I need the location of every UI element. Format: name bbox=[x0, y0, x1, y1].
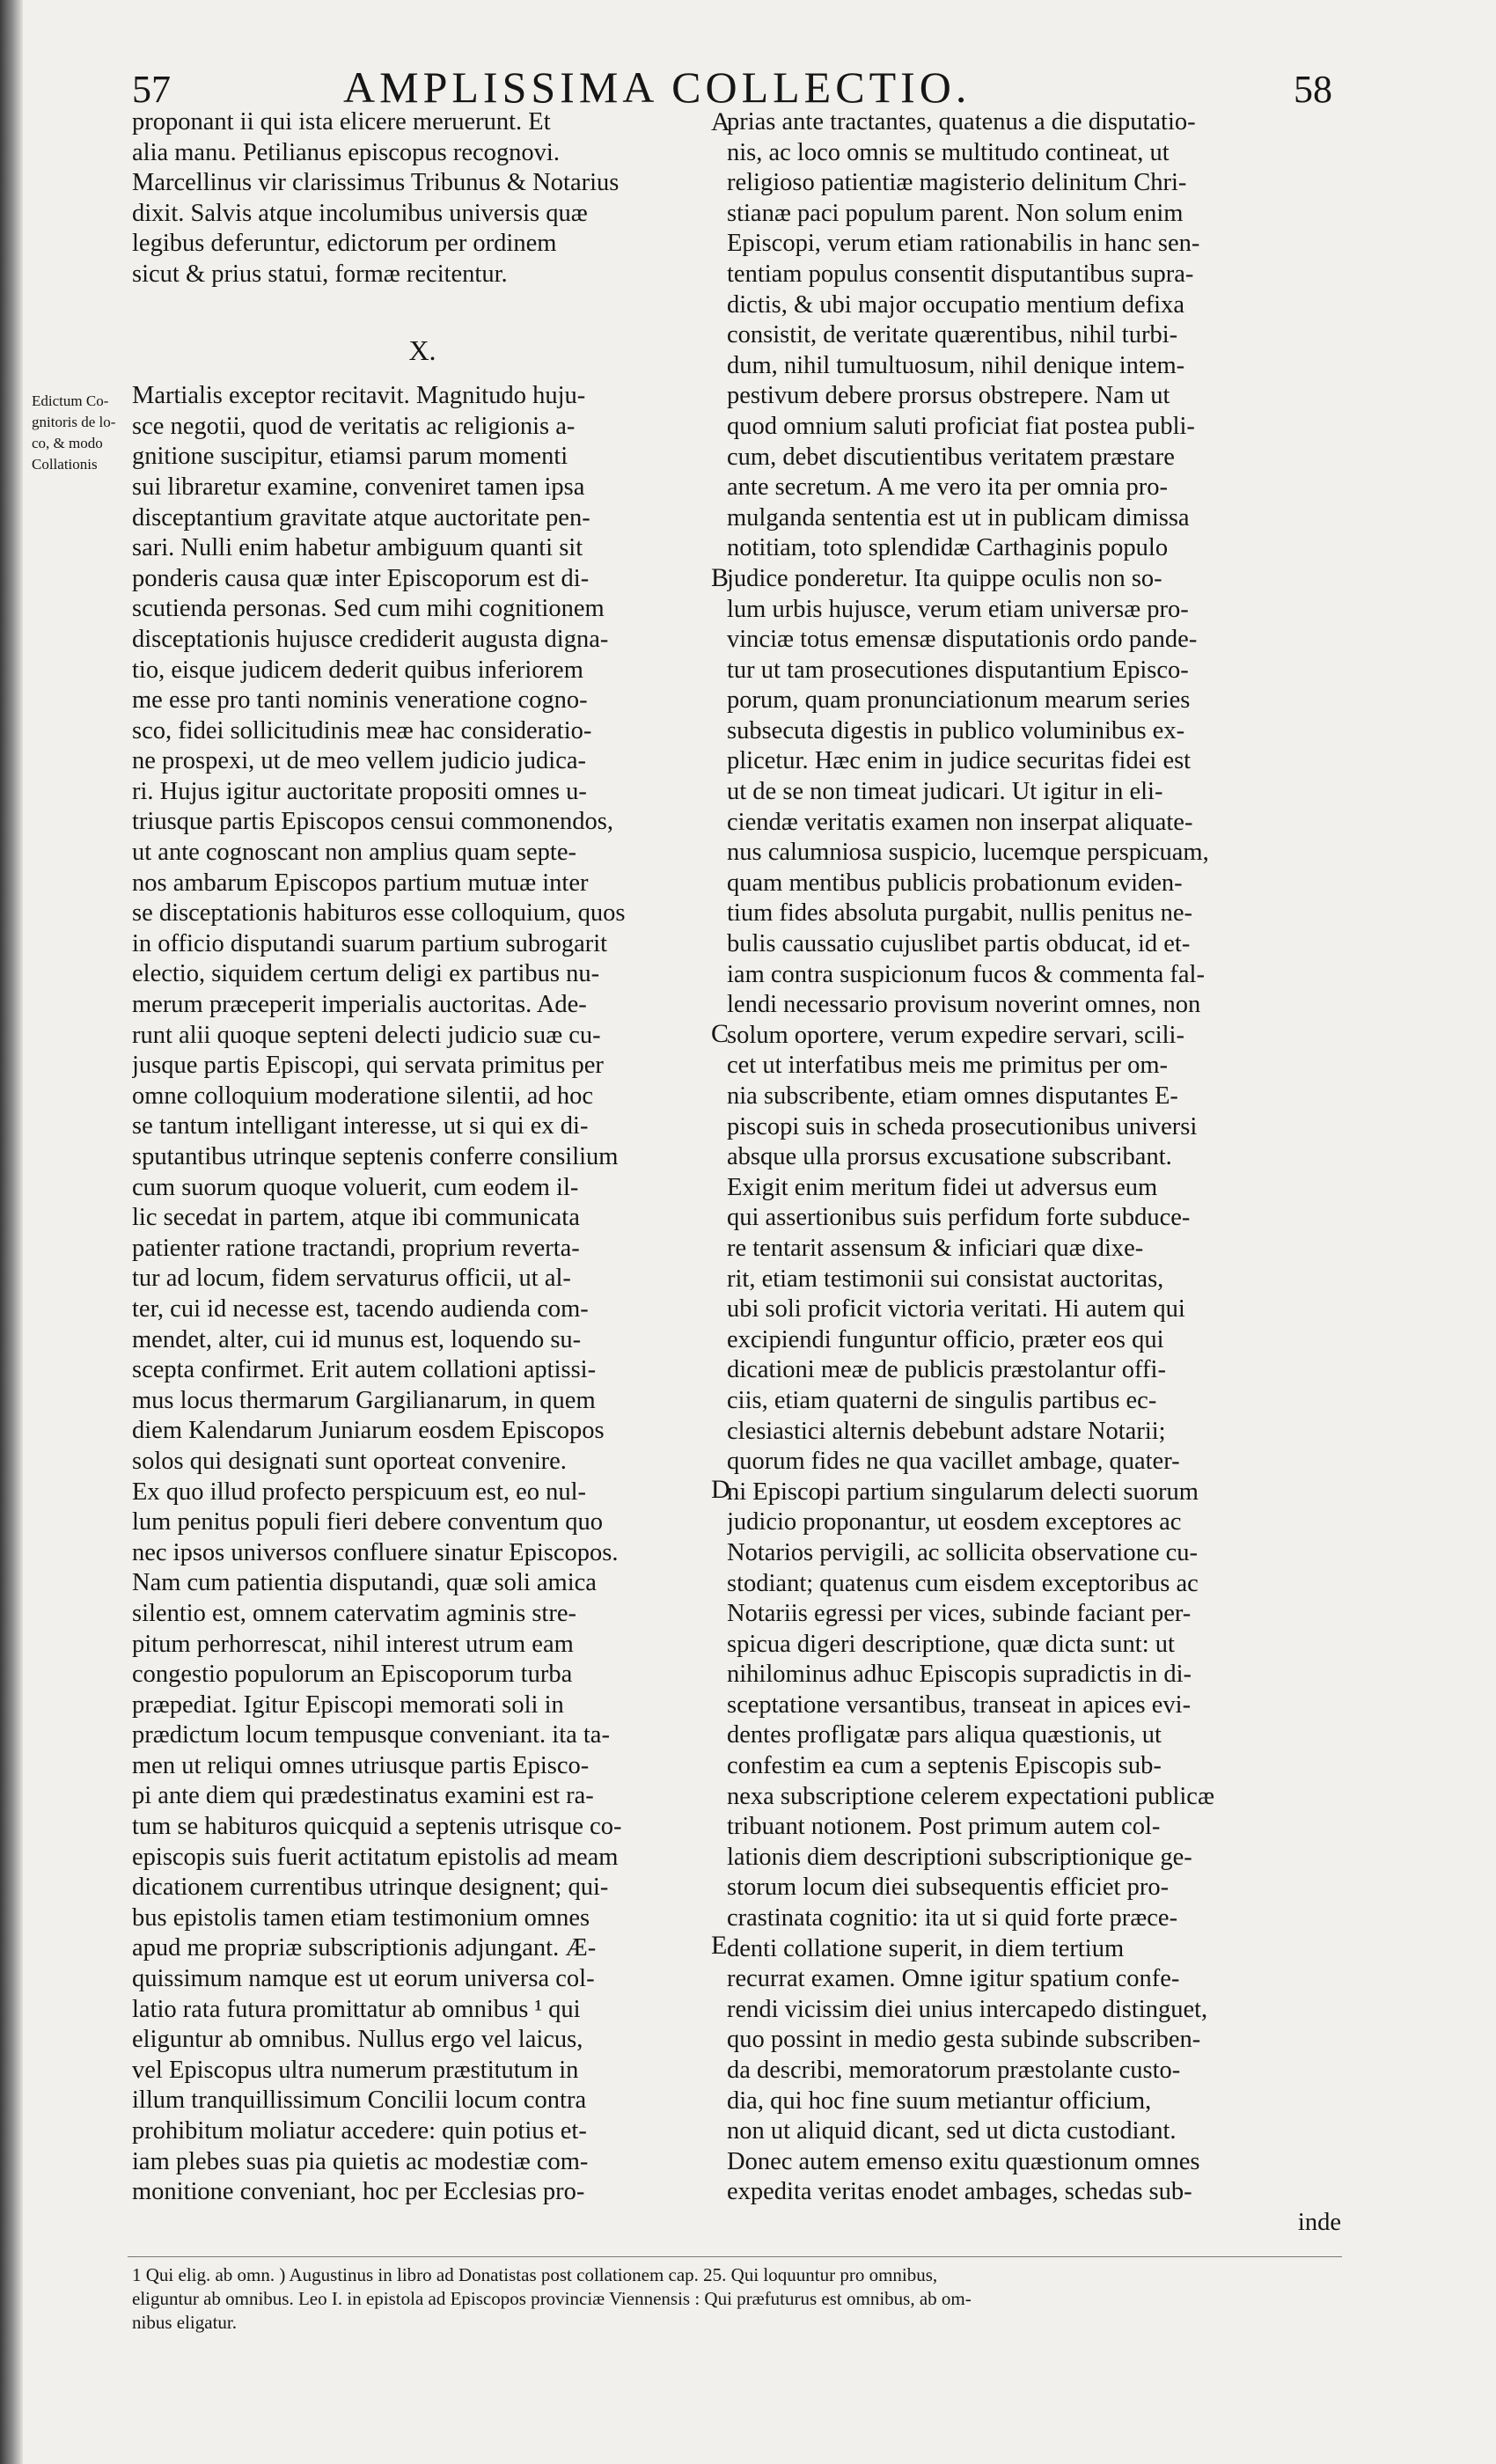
text-line: disceptantium gravitate atque auctoritate pen- bbox=[132, 503, 590, 532]
text-line: tur ad locum, fidem servaturus officii, ut al- bbox=[132, 1265, 571, 1293]
text-line: silentio est, omnem catervatim agminis stre- bbox=[132, 1599, 576, 1627]
section-mark-b: B bbox=[711, 563, 730, 592]
text-line: ponderis causa quæ inter Episcoporum est di- bbox=[132, 564, 590, 592]
book-spine-shadow bbox=[0, 0, 23, 2464]
footnote-line: 1 Qui elig. ab omn. ) Augustinus in libro ad Donatistas post collationem cap. 25. Qui loquuntur pro omnibus, bbox=[132, 2264, 938, 2285]
text-line: Marcellinus vir clarissimus Tribunus & Notarius bbox=[132, 169, 620, 197]
text-line: religioso patientiæ magisterio delinitum Chri- bbox=[727, 169, 1187, 197]
text-line: recurrat examen. Omne igitur spatium confe- bbox=[727, 1965, 1180, 1993]
running-title: AMPLISSIMA COLLECTIO. bbox=[343, 62, 972, 112]
text-line: sputantibus utrinque septenis conferre consilium bbox=[132, 1143, 619, 1170]
text-line: da describi, memoratorum præstolante custo- bbox=[727, 2057, 1181, 2084]
page-number-left: 57 bbox=[132, 68, 171, 111]
text-line: prædictum locum tempusque conveniant. ita ta- bbox=[132, 1721, 610, 1749]
text-line: pitum perhorrescat, nihil interest utrum eam bbox=[132, 1630, 574, 1658]
section-mark-e: E bbox=[711, 1931, 728, 1960]
text-line: omne colloquium moderatione silentii, ad hoc bbox=[132, 1082, 593, 1110]
text-line: nec ipsos universos confluere sinatur Episcopos. bbox=[132, 1538, 619, 1566]
text-line: absque ulla prorsus excusatione subscribant. bbox=[727, 1143, 1172, 1171]
text-line: congestio populorum an Episcoporum turba bbox=[132, 1661, 573, 1689]
margin-note bbox=[32, 391, 128, 475]
text-line: latio rata futura promittatur ab omnibus ¹ qui bbox=[132, 1995, 581, 2023]
text-line: nus calumniosa suspicio, lucemque perspicuam, bbox=[727, 839, 1209, 867]
section-mark-a: A bbox=[711, 107, 730, 136]
text-line: lum urbis hujusce, verum etiam universæ pro- bbox=[727, 595, 1189, 623]
margin-note-line: Edictum Co- bbox=[32, 392, 109, 409]
footnote-divider bbox=[128, 2256, 1342, 2257]
text-line: dia, qui hoc fine suum metiantur officium, bbox=[727, 2086, 1152, 2115]
text-line: sceptatione versantibus, transeat in apices evi- bbox=[727, 1690, 1192, 1719]
text-line: dicationem currentibus utrinque designent; qui- bbox=[132, 1874, 609, 1902]
text-line: judicio proponantur, ut eosdem exceptores ac bbox=[727, 1508, 1182, 1536]
text-line: in officio disputandi suarum partium subrogarit bbox=[132, 929, 608, 957]
text-line: alia manu. Petilianus episcopus recognovi. bbox=[132, 138, 560, 166]
text-line: judice ponderetur. Ita quippe oculis non so- bbox=[727, 564, 1162, 592]
spacer bbox=[132, 290, 713, 321]
text-line: ut de se non timeat judicari. Ut igitur in eli- bbox=[727, 778, 1163, 806]
margin-note-line: co, & modo bbox=[32, 435, 103, 451]
text-line: inde bbox=[1297, 2208, 1341, 2236]
text-line: quissimum namque est ut eorum universa col- bbox=[132, 1965, 595, 1993]
text-line: ter, cui id necesse est, tacendo audienda com- bbox=[132, 1294, 589, 1323]
footnote-line: eliguntur ab omnibus. Leo I. in epistola ad Episcopos provinciæ Viennensis : Qui præfuturus est omnibus, ab om- bbox=[132, 2288, 972, 2309]
text-line: quo possint in medio gesta subinde subscriben- bbox=[727, 2026, 1201, 2054]
text-line: bulis caussatio cujuslibet partis obducat, id et- bbox=[727, 930, 1191, 958]
left-column bbox=[132, 107, 713, 2208]
text-line: ubi soli proficit victoria veritati. Hi autem qui bbox=[727, 1295, 1185, 1324]
text-line: cet ut interfatibus meis me primitus per om- bbox=[727, 1052, 1169, 1080]
footnote-line: nibus eligatur. bbox=[132, 2312, 237, 2333]
text-line: ciendæ veritatis examen non inserpat aliquate- bbox=[727, 808, 1193, 836]
text-line: subsecuta digestis in publico voluminibus ex- bbox=[727, 716, 1185, 744]
text-line: quam mentibus publicis probationum eviden- bbox=[727, 869, 1183, 897]
text-line: pi ante diem qui prædestinatus examini est ra- bbox=[132, 1782, 594, 1810]
text-line: gnitione suscipitur, etiamsi parum momenti bbox=[132, 443, 568, 471]
text-line: ante secretum. A me vero ita per omnia pro- bbox=[727, 473, 1168, 502]
text-line: lum penitus populi fieri debere conventum quo bbox=[132, 1508, 604, 1536]
text-line: ciis, etiam quaterni de singulis partibus ec- bbox=[727, 1386, 1157, 1414]
margin-note-line: Collationis bbox=[32, 456, 98, 473]
text-line: dictis, & ubi major occupatio mentium defixa bbox=[727, 290, 1184, 319]
text-line: vel Episcopus ultra numerum præstitutum in bbox=[132, 2056, 579, 2084]
right-column bbox=[727, 107, 1341, 2239]
text-line: prias ante tractantes, quatenus a die disputatio- bbox=[727, 108, 1196, 136]
page-number-right: 58 bbox=[1294, 68, 1332, 111]
text-line: mulganda sententia est ut in publicam dimissa bbox=[727, 503, 1190, 532]
text-line: episcopis suis fuerit actitatum epistolis ad meam bbox=[132, 1843, 619, 1871]
text-line: scepta confirmet. Erit autem collationi aptissi- bbox=[132, 1356, 597, 1384]
text-line: ri. Hujus igitur auctoritate propositi omnes u- bbox=[132, 777, 587, 805]
text-line: sari. Nulli enim habetur ambiguum quanti sit bbox=[132, 534, 583, 562]
text-line: porum, quam pronunciationum mearum series bbox=[727, 686, 1191, 715]
text-line: Exigit enim meritum fidei ut adversus eum bbox=[727, 1173, 1158, 1201]
text-line: dum, nihil tumultuosum, nihil denique intem- bbox=[727, 351, 1185, 379]
text-line: iam contra suspicionum fucos & commenta fal- bbox=[727, 960, 1205, 988]
footnote bbox=[132, 2263, 1346, 2335]
text-line: se tantum intelligant interesse, ut si qui ex di- bbox=[132, 1112, 589, 1140]
text-line: runt alii quoque septeni delecti judicio suæ cu- bbox=[132, 1021, 601, 1049]
text-line: se disceptationis habituros esse colloquium, quos bbox=[132, 899, 626, 928]
text-line: mus locus thermarum Gargilianarum, in quem bbox=[132, 1386, 596, 1414]
text-line: mendet, alter, cui id munus est, loquendo su- bbox=[132, 1325, 582, 1353]
text-line: qui assertionibus suis perfidum forte subduce- bbox=[727, 1204, 1191, 1232]
text-line: notitiam, toto splendidæ Carthaginis populo bbox=[727, 534, 1169, 562]
text-line: sui libraretur examine, conveniret tamen ipsa bbox=[132, 473, 585, 501]
text-line: Nam cum patientia disputandi, quæ soli amica bbox=[132, 1569, 597, 1597]
text-line: scutienda personas. Sed cum mihi cognitionem bbox=[132, 595, 605, 623]
text-line: præpediat. Igitur Episcopi memorati soli in bbox=[132, 1690, 564, 1719]
text-line: eliguntur ab omnibus. Nullus ergo vel laicus, bbox=[132, 2026, 583, 2054]
text-line: ne prospexi, ut de meo vellem judicio judica- bbox=[132, 747, 587, 775]
text-line: solos qui designati sunt oporteat convenire. bbox=[132, 1447, 567, 1475]
text-line: merum præceperit imperialis auctoritas. Ade- bbox=[132, 991, 587, 1019]
text-line: sco, fidei sollicitudinis meæ hac consideratio- bbox=[132, 716, 592, 744]
text-line: clesiastici alternis debebunt adstare Notarii; bbox=[727, 1417, 1166, 1445]
text-line: sicut & prius statui, formæ recitentur. bbox=[132, 260, 508, 288]
text-line: re tentarit assensum & inficiari quæ dixe- bbox=[727, 1234, 1144, 1262]
text-line: Notarios pervigili, ac sollicita observatione cu- bbox=[727, 1538, 1199, 1566]
text-line: quorum fides ne qua vacillet ambage, quater- bbox=[727, 1448, 1180, 1476]
text-line: vinciæ totus emensæ disputationis ordo pande- bbox=[727, 626, 1198, 654]
text-line: crastinata cognitio: ita ut si quid forte præce- bbox=[727, 1904, 1178, 1932]
text-line: quod omnium saluti proficiat fiat postea publi- bbox=[727, 412, 1195, 440]
text-line: sce negotii, quod de veritatis ac religionis a- bbox=[132, 412, 576, 440]
text-line: nexa subscriptione celerem expectationi publicæ bbox=[727, 1782, 1214, 1810]
text-line: legibus deferuntur, edictorum per ordinem bbox=[132, 230, 557, 258]
text-line: nis, ac loco omnis se multitudo contineat, ut bbox=[727, 138, 1170, 166]
text-line: ut ante cognoscant non amplius quam septe- bbox=[132, 839, 576, 867]
text-line: ni Episcopi partium singularum delecti suorum bbox=[727, 1478, 1199, 1506]
text-line: dixit. Salvis atque incolumibus universis quæ bbox=[132, 199, 588, 227]
text-line: illum tranquillissimum Concilii locum contra bbox=[132, 2086, 587, 2115]
text-line: Episcopi, verum etiam rationabilis in hanc sen- bbox=[727, 230, 1200, 258]
text-line: men ut reliqui omnes utriusque partis Episco- bbox=[132, 1751, 590, 1779]
text-line: stianæ paci populum parent. Non solum enim bbox=[727, 199, 1184, 227]
text-line: denti collatione superit, in diem tertium bbox=[727, 1934, 1125, 1962]
text-line: nihilominus adhuc Episcopis supradictis in di- bbox=[727, 1661, 1192, 1689]
text-line: me esse pro tanti nominis veneratione cogno- bbox=[132, 686, 588, 715]
text-line: cum suorum quoque voluerit, cum eodem il- bbox=[132, 1173, 579, 1201]
text-line: tium fides absoluta purgabit, nullis penitus ne- bbox=[727, 899, 1193, 928]
text-line: confestim ea cum a septenis Episcopis sub- bbox=[727, 1752, 1162, 1780]
text-line: tum se habituros quicquid a septenis utrisque co- bbox=[132, 1813, 622, 1841]
text-line: tio, eisque judicem dederit quibus inferiorem bbox=[132, 656, 583, 684]
text-line: lationis diem descriptioni subscriptionique ge- bbox=[727, 1843, 1192, 1871]
text-line: disceptationis hujusce crediderit augusta digna- bbox=[132, 625, 609, 653]
text-line: bus epistolis tamen etiam testimonium omnes bbox=[132, 1903, 590, 1932]
text-line: piscopi suis in scheda prosecutionibus universi bbox=[727, 1112, 1198, 1140]
text-line: dicationi meæ de publicis præstolantur offi- bbox=[727, 1356, 1166, 1384]
text-line: Ex quo illud profecto perspicuum est, eo nul- bbox=[132, 1478, 587, 1506]
text-line: solum oportere, verum expedire servari, scili- bbox=[727, 1021, 1184, 1049]
text-line: dentes profligatæ pars aliqua quæstionis, ut bbox=[727, 1721, 1162, 1749]
text-line: storum locum diei subsequentis efficiet pro- bbox=[727, 1874, 1170, 1902]
text-line: lendi necessario provisum noverint omnes, non bbox=[727, 991, 1201, 1019]
text-line: prohibitum moliatur accedere: quin potius et- bbox=[132, 2117, 587, 2145]
text-line: Notariis egressi per vices, subinde faciant per- bbox=[727, 1600, 1192, 1628]
text-line: consistit, de veritate quærentibus, nihil turbi- bbox=[727, 321, 1178, 349]
text-line: rit, etiam testimonii sui consistat auctoritas, bbox=[727, 1265, 1164, 1293]
section-heading: X. bbox=[408, 334, 436, 367]
text-line: electio, siquidem certum deligi ex partibus nu- bbox=[132, 960, 600, 988]
text-line: tur ut tam prosecutiones disputantium Episco- bbox=[727, 656, 1189, 684]
margin-note-line: gnitoris de lo- bbox=[32, 414, 116, 430]
text-line: monitione conveniant, hoc per Ecclesias pro- bbox=[132, 2178, 585, 2206]
text-line: lic secedat in partem, atque ibi communicata bbox=[132, 1204, 580, 1232]
text-line: tribuant notionem. Post primum autem col- bbox=[727, 1813, 1161, 1841]
text-line: jusque partis Episcopi, qui servata primitus per bbox=[132, 1052, 604, 1080]
text-line: patienter ratione tractandi, proprium reverta- bbox=[132, 1234, 580, 1262]
text-line: stodiant; quatenus cum eisdem exceptoribus ac bbox=[727, 1569, 1199, 1597]
text-line: apud me propriæ subscriptionis adjungant. Æ- bbox=[132, 1934, 597, 1962]
text-line: excipiendi funguntur officio, præter eos qui bbox=[727, 1325, 1164, 1353]
text-line: expedita veritas enodet ambages, schedas sub- bbox=[727, 2178, 1192, 2206]
text-line: cum, debet discutientibus veritatem præstare bbox=[727, 443, 1175, 471]
text-line: rendi vicissim diei unius intercapedo distinguet, bbox=[727, 1995, 1208, 2023]
text-line: diem Kalendarum Juniarum eosdem Episcopos bbox=[132, 1417, 605, 1445]
text-line: non ut aliquid dicant, sed ut dicta custodiant. bbox=[727, 2117, 1177, 2145]
text-line: nia subscribente, etiam omnes disputantes E- bbox=[727, 1082, 1178, 1110]
text-line: tentiam populus consentit disputantibus supra- bbox=[727, 260, 1194, 288]
text-line: Donec autem emenso exitu quæstionum omnes bbox=[727, 2147, 1200, 2175]
section-mark-d: D bbox=[711, 1475, 730, 1504]
text-line: triusque partis Episcopos censui commonendos, bbox=[132, 808, 613, 836]
text-line: pestivum debere prorsus obstrepere. Nam ut bbox=[727, 382, 1170, 410]
section-mark-c: C bbox=[711, 1019, 730, 1048]
text-line: plicetur. Hæc enim in judice securitas fidei est bbox=[727, 747, 1192, 775]
text-line: proponant ii qui ista elicere meruerunt. Et bbox=[132, 108, 551, 136]
running-header bbox=[0, 62, 1496, 114]
text-line: Martialis exceptor recitavit. Magnitudo huju- bbox=[132, 382, 586, 410]
text-line: spicua digeri descriptione, quæ dicta sunt: ut bbox=[727, 1630, 1175, 1658]
text-line: nos ambarum Episcopos partium mutuæ inter bbox=[132, 869, 589, 897]
text-line: iam plebes suas pia quietis ac modestiæ com- bbox=[132, 2147, 589, 2175]
